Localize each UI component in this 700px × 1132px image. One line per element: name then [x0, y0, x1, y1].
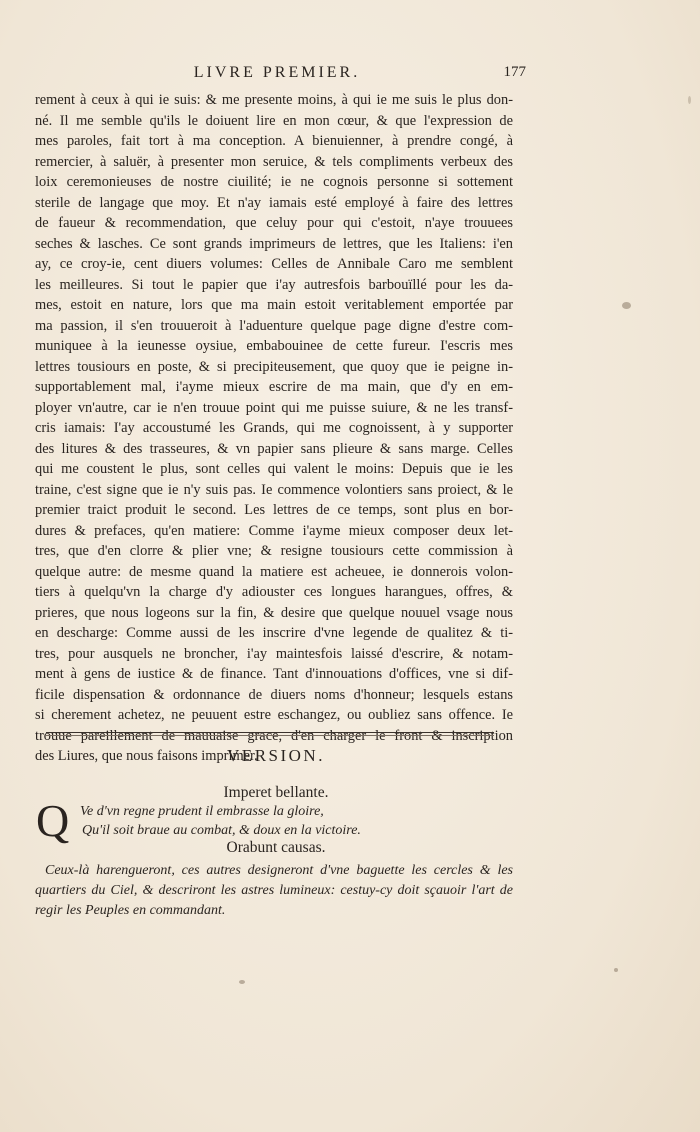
text-line: ficile dispensation & ordonnance de diuers noms d'honneur; lesquels estans — [35, 686, 513, 703]
paper-blemish — [622, 302, 631, 309]
running-title: LIVRE PREMIER. — [193, 64, 361, 81]
text-line: mes paroles, fait tort à ma conception. A bienuienner, à prendre congé, à — [35, 133, 513, 149]
text-line: tres, pour ausquels ne broncher, i'ay maintesfois laissé d'escrire, & notam- — [35, 645, 513, 662]
translation-line: quartiers du Ciel, & descriront les astres lumineux: cestuy-cy doit sçauoir l'art de — [35, 883, 513, 898]
text-line: mes, estoit en nature, lors que ma main estoit veritablement emportée par — [35, 297, 513, 313]
section-divider — [46, 732, 494, 733]
text-line: ma passion, il s'en trouueroit à l'aduenture quelque page digne d'estre com- — [35, 317, 513, 334]
section-divider-thin — [46, 735, 494, 736]
paper-blemish — [239, 980, 245, 984]
page-number: 177 — [503, 64, 526, 80]
translation-line: Ceux-là harengueront, ces autres designeront d'vne baguette les cercles & les — [45, 863, 513, 878]
drop-cap: Q — [36, 795, 70, 846]
translation-paragraph — [35, 861, 513, 921]
text-line: tiers à quelqu'vn la charge d'y adiouster ces longues harangues, offres, & — [35, 584, 513, 600]
translation-line: regir les Peuples en commandant. — [35, 903, 226, 918]
text-line: cris iamais: I'ay accoustumé les Grands, qui me cognoissent, à y supporter — [35, 420, 513, 436]
text-line: lettres tousiours en poste, & si precipiteusement, que quoy que ie peigne in- — [35, 358, 513, 375]
latin-motto: Orabunt causas. — [226, 839, 326, 856]
text-line: trouue pareillement de mauuaise grace, d'en charger le front & inscription — [35, 727, 513, 744]
text-line: ployer vn'autre, car ie n'en trouue point qui me puisse suiure, & ne les transf- — [35, 399, 513, 416]
text-line: dures & prefaces, qu'en matiere: Comme i'ayme mieux composer deux let- — [35, 522, 513, 539]
paper-blemish — [614, 968, 618, 972]
version-heading: VERSION. — [227, 746, 325, 765]
body-text — [35, 90, 513, 767]
paper-blemish — [688, 96, 691, 104]
text-line: ment à gens de iustice & de finance. Tant d'innouations d'offices, vne si dif- — [35, 666, 513, 682]
text-line: quelque autre: de mesme quand la matiere est acheuee, ie donnerois volon- — [35, 563, 513, 580]
text-line: tres, que d'en clorre & plier vne; & resigne tousiours cette commission à — [35, 543, 513, 559]
text-line: en descharge: Comme aussi de les inscrire d'vne legende de qualitez & ti- — [35, 625, 513, 641]
text-line: des Liures, que nous faisons imprimer. — [35, 748, 258, 764]
text-line: prieres, que nous logeons sur la fin, & desire que quelque nouuel vsage nous — [35, 604, 513, 621]
text-line: sterile de langage que moy. Et n'ay iamais esté employé à faire des lettres — [35, 194, 513, 211]
text-line: traine, c'est signe que ie n'y suis pas. Ie commence volontiers sans proiect, & le — [35, 481, 513, 498]
text-line: muniquee à la ieunesse oysiue, embabouinee de cette fureur. I'escris mes — [35, 338, 513, 354]
text-line: né. Il me semble qu'ils le doiuent lire en mon cœur, & que l'expression de — [35, 112, 513, 129]
text-line: rement à ceux à qui ie suis: & me presente moins, à qui ie me suis le plus don- — [35, 92, 513, 108]
verse-line: Qu'il soit braue au combat, & doux en la victoire. — [82, 823, 361, 838]
text-line: ay, ce croy-ie, cent diuers volumes: Celles de Annibale Caro me semblent — [35, 256, 513, 272]
latin-motto: Imperet bellante. — [223, 784, 329, 801]
text-line: de faueur & recommendation, que celuy pour qui c'estoit, n'aye trouuees — [35, 215, 513, 231]
text-line: supportablement mal, i'ayme mieux escrire de ma main, que d'y en em- — [35, 379, 513, 395]
verse-line: Ve d'vn regne prudent il embrasse la gloire, — [80, 804, 324, 819]
text-line: qui me coustent le plus, sont celles qui valent le moins: Depuis que ie les — [35, 461, 513, 477]
running-head — [36, 62, 526, 86]
text-line: des litures & des trasseures, & vn papier sans plieure & sans marge. Celles — [35, 440, 513, 457]
text-line: les meilleures. Si tout le papier que i'ay autresfois barbouïllé pour les da- — [35, 276, 513, 293]
text-line: loix ceremonieuses de nostre ciuilité; ie ne cognois personne si sottement — [35, 174, 513, 190]
text-line: premier traict produit le second. Les lettres de ce temps, sont plus en bor- — [35, 502, 513, 518]
text-line: si cherement achetez, ne peuuent estre eschangez, ou oubliez sans offence. Ie — [35, 707, 513, 723]
text-line: seches & lasches. Ce sont grands imprimeurs de lettres, que les Italiens: i'en — [35, 235, 513, 252]
text-line: remercier, à saluër, à presenter mon seruice, & tels compliments verbeux des — [35, 153, 513, 170]
